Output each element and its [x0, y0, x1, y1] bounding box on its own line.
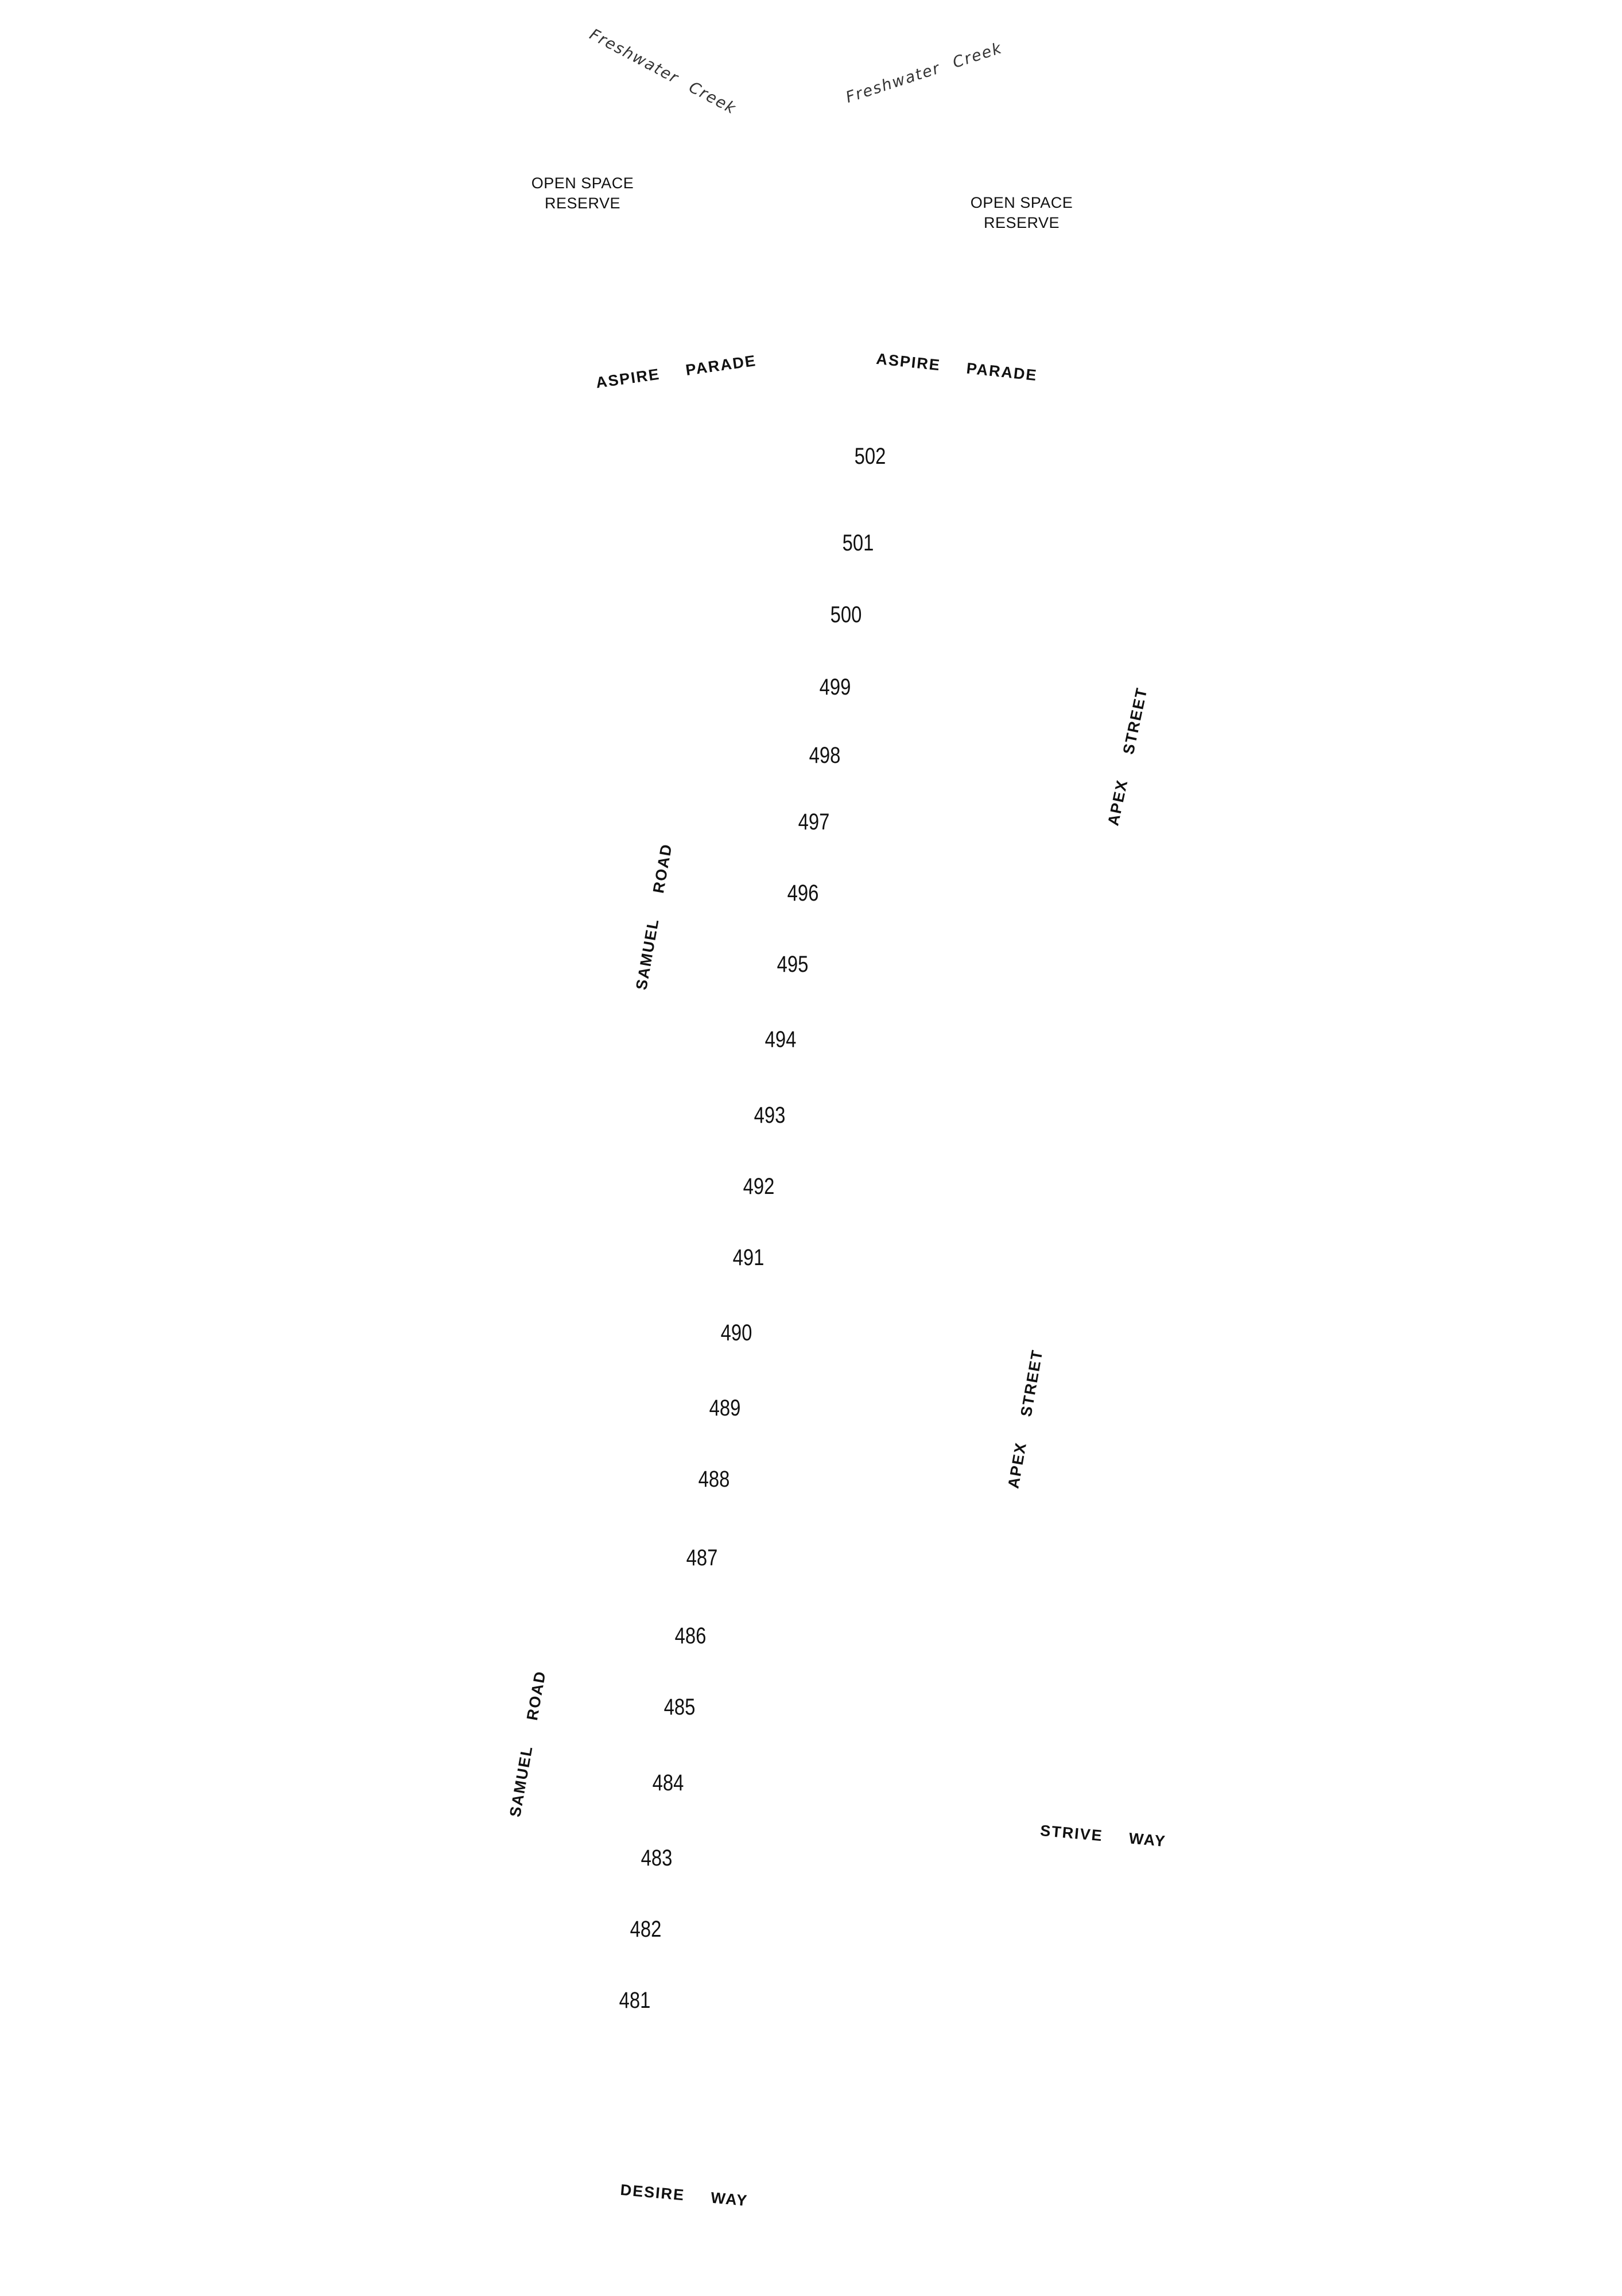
lot-number-490: 490: [720, 1320, 752, 1345]
street-label-apex-street-upper: APEX STREET: [1104, 685, 1151, 828]
lot-number-492: 492: [743, 1174, 775, 1199]
lot-number-502: 502: [854, 444, 886, 469]
reserve-right-line2: RESERVE: [983, 214, 1060, 231]
lot-number-496: 496: [787, 881, 819, 906]
lot-number-485: 485: [663, 1694, 696, 1720]
lot-number-495: 495: [777, 952, 809, 977]
lot-number-489: 489: [709, 1395, 741, 1421]
lot-number-499: 499: [819, 674, 851, 700]
street-label-desire-way: DESIRE WAY: [619, 2181, 749, 2210]
lot-number-497: 497: [798, 809, 830, 835]
reserve-left-line1: OPEN SPACE: [531, 174, 634, 192]
reserve-right-line1: OPEN SPACE: [970, 193, 1073, 211]
open-space-reserve-left: [531, 173, 634, 214]
street-label-apex-street-lower: APEX STREET: [1004, 1348, 1046, 1490]
lot-number-500: 500: [830, 602, 862, 627]
lot-number-491: 491: [732, 1245, 765, 1270]
open-space-reserve-right: [971, 193, 1073, 233]
street-label-strive-way: STRIVE WAY: [1039, 1821, 1167, 1851]
street-label-aspire-parade-right: ASPIRE PARADE: [875, 350, 1038, 385]
lot-number-483: 483: [641, 1845, 673, 1871]
lot-number-493: 493: [754, 1103, 786, 1128]
lot-number-484: 484: [652, 1770, 684, 1795]
lot-number-482: 482: [630, 1917, 662, 1942]
reserve-left-line2: RESERVE: [544, 195, 621, 212]
lot-number-501: 501: [842, 530, 874, 556]
creek-label-left: Freshwater Creek: [587, 25, 739, 118]
lot-number-486: 486: [674, 1623, 707, 1649]
creek-label-right: Freshwater Creek: [843, 39, 1005, 107]
lot-number-494: 494: [765, 1027, 797, 1052]
lot-number-488: 488: [698, 1467, 730, 1492]
street-label-samuel-road-lower: SAMUEL ROAD: [506, 1669, 549, 1818]
lot-number-481: 481: [619, 1988, 651, 2013]
lot-number-498: 498: [809, 743, 841, 768]
street-label-aspire-parade-left: ASPIRE PARADE: [595, 352, 758, 391]
lot-number-487: 487: [686, 1545, 718, 1570]
street-label-samuel-road-upper: SAMUEL ROAD: [632, 842, 676, 991]
